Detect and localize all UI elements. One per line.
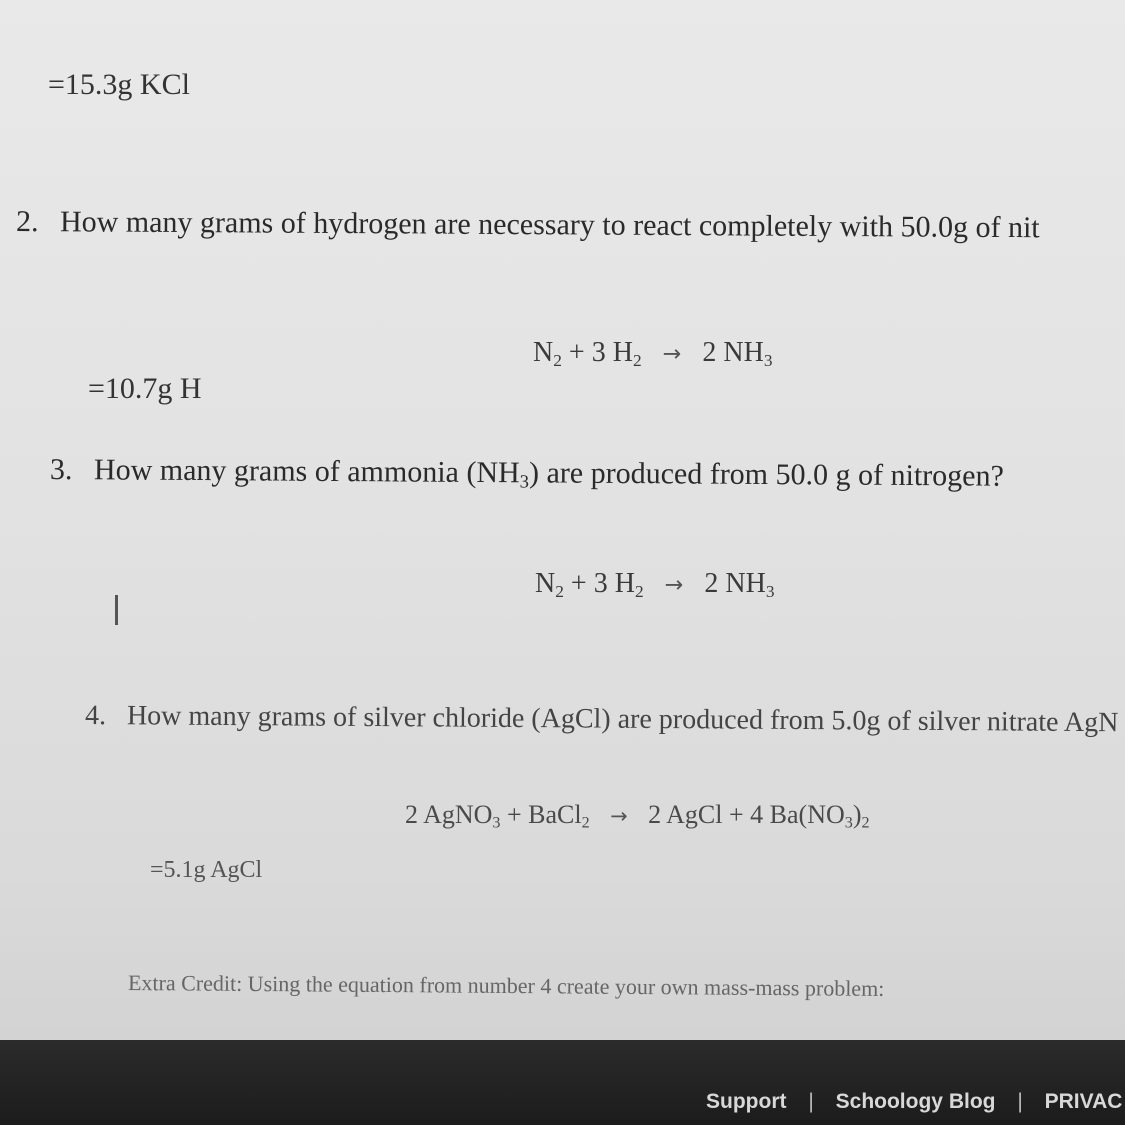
footer-separator: | — [808, 1090, 814, 1113]
question-2-text: How many grams of hydrogen are necessary to react completely with 50.0g of nit — [59, 205, 1040, 245]
question-3-text-post: ) are produced from 50.0 g of nitrogen? — [528, 456, 1004, 493]
eq2-nh3-sub: 3 — [763, 350, 773, 370]
eq3-nh3-sub: 3 — [765, 581, 775, 601]
eq4-bacl2: + BaCl — [506, 800, 582, 829]
extra-credit-prompt: Extra Credit: Using the equation from number 4 create your own mass-mass problem: — [127, 970, 885, 1001]
question-4-equation — [405, 800, 870, 830]
footer-separator: | — [1017, 1090, 1023, 1113]
question-2-equation — [533, 337, 773, 369]
question-4-text: How many grams of silver chloride (AgCl) are produced from 5.0g of silver nitrate AgN — [126, 700, 1119, 739]
eq3-nh3: 2 NH — [704, 568, 766, 599]
question-3-text-pre: How many grams of ammonia (NH — [93, 453, 520, 490]
reaction-arrow-icon: → — [664, 572, 684, 598]
question-3-text — [94, 453, 1004, 492]
eq3-n2: N — [535, 568, 556, 599]
text-cursor-icon — [115, 595, 118, 625]
eq4-products: 2 AgCl + 4 Ba(NO — [648, 800, 845, 829]
eq2-h2-sub: 2 — [632, 350, 642, 370]
eq4-no3-sub: 3 — [844, 814, 853, 832]
eq3-h2: + 3 H — [570, 568, 635, 599]
eq3-h2-sub: 2 — [634, 581, 644, 601]
eq4-agno3: 2 AgNO — [405, 800, 493, 829]
site-footer — [0, 1040, 1125, 1125]
question-4 — [85, 700, 1119, 739]
question-2-number: 2. — [15, 205, 39, 239]
question-3 — [50, 453, 1004, 494]
eq4-paren: ) — [852, 800, 862, 829]
eq2-n2: N — [533, 337, 554, 368]
cut-off-equation-fragment — [460, 0, 463, 16]
eq3-n2-sub: 2 — [555, 581, 564, 601]
eq4-paren-sub: 2 — [861, 814, 870, 832]
eq4-agno3-sub: 3 — [492, 814, 501, 832]
question-2 — [16, 205, 1040, 245]
eq2-h2: + 3 H — [568, 337, 633, 368]
question-3-number: 3. — [49, 453, 73, 487]
question-4-answer: =5.1g AgCl — [150, 857, 263, 883]
question-3-text-sub: 3 — [519, 471, 530, 493]
footer-links — [706, 1090, 1122, 1114]
reaction-arrow-icon: → — [610, 804, 628, 828]
eq4-bacl2-sub: 2 — [581, 814, 590, 832]
question-4-number: 4. — [84, 700, 107, 732]
footer-link-schoology-blog[interactable]: Schoology Blog — [835, 1090, 996, 1113]
footer-link-support[interactable]: Support — [706, 1090, 787, 1113]
question-2-answer: =10.7g H — [88, 372, 202, 405]
eq2-n2-sub: 2 — [553, 350, 562, 370]
reaction-arrow-icon: → — [662, 341, 682, 367]
previous-answer: =15.3g KCl — [48, 68, 190, 101]
eq2-nh3: 2 NH — [702, 337, 764, 368]
footer-link-privacy[interactable]: PRIVAC — [1044, 1090, 1123, 1113]
question-3-equation — [535, 568, 775, 600]
